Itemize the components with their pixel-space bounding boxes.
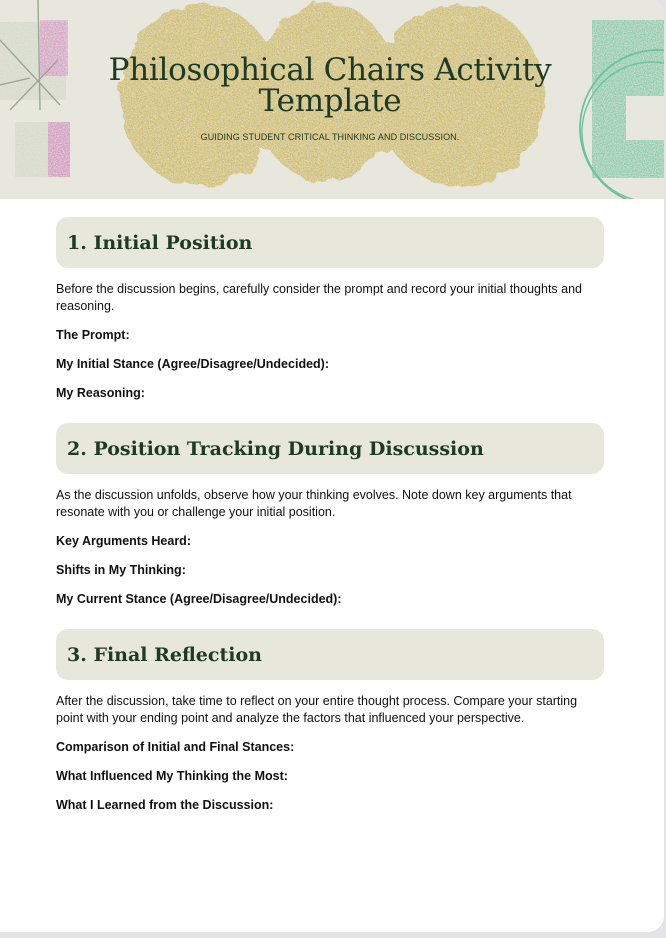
section-intro: As the discussion unfolds, observe how your thinking evolves. Note down key arguments that resonate with you or challenge your initial position. [56,488,572,519]
content [56,217,604,814]
section-heading: 1. Initial Position [67,231,253,254]
section-heading: 3. Final Reflection [67,643,262,666]
header-banner [0,0,664,199]
field-current-stance: My Current Stance (Agree/Disagree/Undecided): [56,592,342,606]
page-subtitle: GUIDING STUDENT CRITICAL THINKING AND DISCUSSION. [200,132,460,142]
section-header [56,629,604,680]
page-title: Philosophical Chairs Activity Template [108,52,552,119]
section-heading: 2. Position Tracking During Discussion [67,437,484,460]
section-position-tracking [56,423,604,608]
field-influences: What Influenced My Thinking the Most: [56,769,288,783]
section-intro: Before the discussion begins, carefully consider the prompt and record your initial thoughts and reasoning. [56,282,582,313]
field-shifts-in-thinking: Shifts in My Thinking: [56,563,186,577]
section-initial-position [56,217,604,402]
section-intro: After the discussion, take time to reflect on your entire thought process. Compare your starting point with your ending point and analyze the factors that influenced your perspective. [56,694,578,725]
field-initial-stance: My Initial Stance (Agree/Disagree/Undecided): [56,357,329,371]
section-final-reflection [56,629,604,814]
field-prompt: The Prompt: [56,328,130,342]
section-header [56,423,604,474]
field-comparison: Comparison of Initial and Final Stances: [56,740,295,754]
field-learned: What I Learned from the Discussion: [56,798,274,812]
field-key-arguments: Key Arguments Heard: [56,534,191,548]
section-header [56,217,604,268]
field-reasoning: My Reasoning: [56,386,145,400]
